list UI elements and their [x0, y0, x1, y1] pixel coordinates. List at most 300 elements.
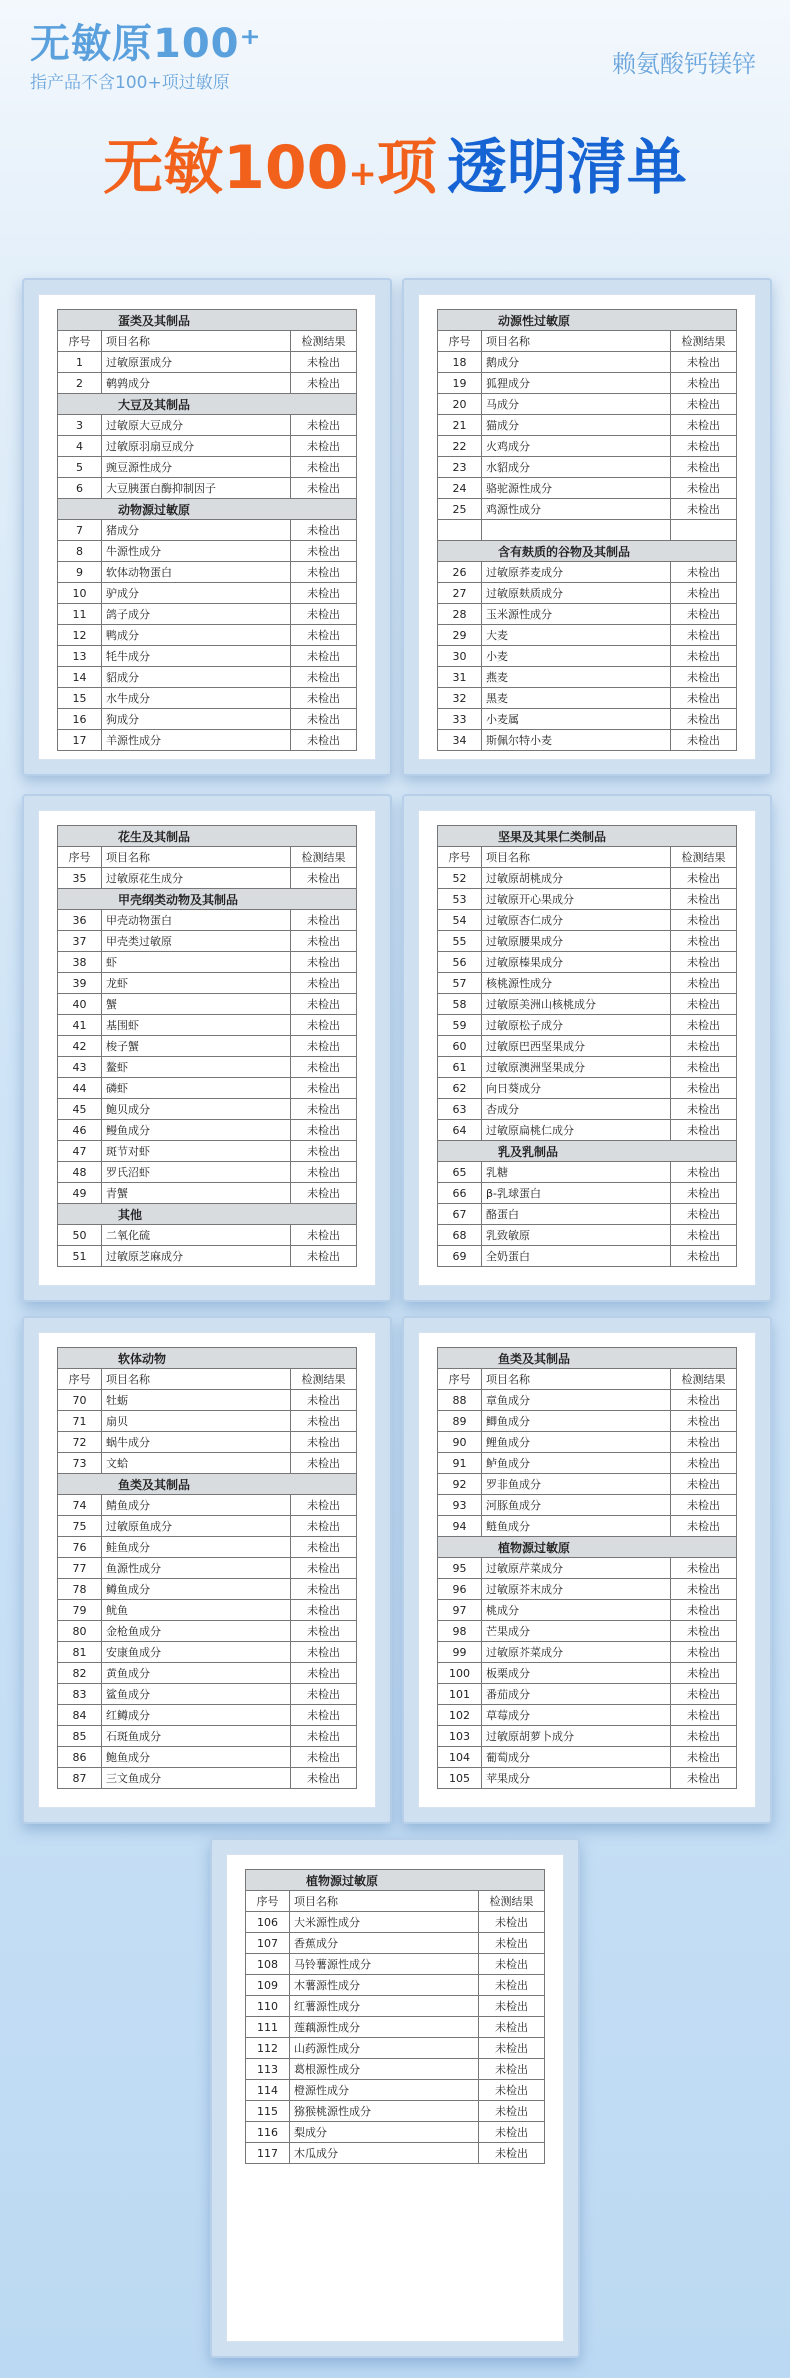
item-name: 大麦 — [482, 625, 671, 646]
headline-plus: + — [348, 154, 377, 194]
table-row — [438, 1558, 737, 1579]
item-name: 鲨鱼成分 — [102, 1684, 291, 1705]
col-header-name: 项目名称 — [482, 847, 671, 868]
item-name: 鹌鹑成分 — [102, 373, 291, 394]
item-name: 蟹 — [102, 994, 291, 1015]
item-name: β-乳球蛋白 — [482, 1183, 671, 1204]
item-result: 未检出 — [479, 2080, 545, 2101]
item-result: 未检出 — [671, 352, 737, 373]
table-row — [438, 1120, 737, 1141]
item-number: 42 — [58, 1036, 102, 1057]
item-number: 49 — [58, 1183, 102, 1204]
item-result: 未检出 — [671, 646, 737, 667]
item-number: 68 — [438, 1225, 482, 1246]
allergen-table — [57, 309, 357, 751]
item-number: 95 — [438, 1558, 482, 1579]
item-name: 鲍鱼成分 — [102, 1747, 291, 1768]
table-row — [58, 1120, 357, 1141]
item-result: 未检出 — [671, 499, 737, 520]
table-row — [58, 541, 357, 562]
item-name: 鲢鱼成分 — [482, 1516, 671, 1537]
item-name: 猫成分 — [482, 415, 671, 436]
item-result: 未检出 — [671, 415, 737, 436]
table-row — [58, 415, 357, 436]
item-number: 70 — [58, 1390, 102, 1411]
item-number: 90 — [438, 1432, 482, 1453]
table-row — [438, 499, 737, 520]
table-row — [438, 478, 737, 499]
allergen-card — [22, 278, 392, 776]
item-result: 未检出 — [671, 868, 737, 889]
item-name: 骆驼源性成分 — [482, 478, 671, 499]
item-number: 107 — [246, 1933, 290, 1954]
item-name: 过敏原松子成分 — [482, 1015, 671, 1036]
section-title: 花生及其制品 — [58, 826, 357, 847]
allergen-card — [402, 794, 772, 1302]
item-name: 鲑鱼成分 — [102, 1537, 291, 1558]
item-result: 未检出 — [291, 709, 357, 730]
item-number: 27 — [438, 583, 482, 604]
item-name: 过敏原开心果成分 — [482, 889, 671, 910]
item-name: 斯佩尔特小麦 — [482, 730, 671, 751]
item-number: 52 — [438, 868, 482, 889]
table-row — [58, 562, 357, 583]
item-number: 2 — [58, 373, 102, 394]
item-result: 未检出 — [479, 1996, 545, 2017]
item-name: 过敏原胡桃成分 — [482, 868, 671, 889]
item-name: 马铃薯源性成分 — [290, 1954, 479, 1975]
allergen-card — [210, 1838, 580, 2358]
allergen-table — [437, 309, 737, 751]
col-header-no: 序号 — [438, 847, 482, 868]
section-title: 含有麸质的谷物及其制品 — [438, 541, 737, 562]
item-number: 100 — [438, 1663, 482, 1684]
item-number: 113 — [246, 2059, 290, 2080]
item-number: 28 — [438, 604, 482, 625]
item-name: 过敏原美洲山核桃成分 — [482, 994, 671, 1015]
item-name: 香蕉成分 — [290, 1933, 479, 1954]
item-name: 鸽子成分 — [102, 604, 291, 625]
item-name: 过敏原鱼成分 — [102, 1516, 291, 1537]
section-title: 动源性过敏原 — [438, 310, 737, 331]
item-number: 16 — [58, 709, 102, 730]
table-row — [438, 436, 737, 457]
item-number: 45 — [58, 1099, 102, 1120]
item-result: 未检出 — [671, 1390, 737, 1411]
table-row — [246, 1954, 545, 1975]
table-row — [438, 1579, 737, 1600]
item-result: 未检出 — [291, 352, 357, 373]
item-number: 9 — [58, 562, 102, 583]
item-result: 未检出 — [671, 373, 737, 394]
table-row — [438, 994, 737, 1015]
item-result: 未检出 — [479, 1933, 545, 1954]
item-name: 水牛成分 — [102, 688, 291, 709]
item-number: 117 — [246, 2143, 290, 2164]
section-header-row — [438, 1141, 737, 1162]
item-result: 未检出 — [671, 625, 737, 646]
table-row — [58, 1183, 357, 1204]
table-row — [438, 1474, 737, 1495]
item-number: 61 — [438, 1057, 482, 1078]
section-header-row — [438, 1537, 737, 1558]
table-row — [58, 868, 357, 889]
table-row — [438, 868, 737, 889]
item-number: 24 — [438, 478, 482, 499]
item-result: 未检出 — [291, 1141, 357, 1162]
item-name: 水貂成分 — [482, 457, 671, 478]
table-row — [58, 1642, 357, 1663]
item-result: 未检出 — [671, 1057, 737, 1078]
item-name: 过敏原大豆成分 — [102, 415, 291, 436]
col-header-no: 序号 — [58, 331, 102, 352]
item-result: 未检出 — [291, 1558, 357, 1579]
item-result: 未检出 — [671, 1558, 737, 1579]
item-number: 97 — [438, 1600, 482, 1621]
item-number: 33 — [438, 709, 482, 730]
item-result: 未检出 — [671, 1120, 737, 1141]
item-number: 18 — [438, 352, 482, 373]
item-name: 木瓜成分 — [290, 2143, 479, 2164]
item-result: 未检出 — [671, 1162, 737, 1183]
item-name: 山药源性成分 — [290, 2038, 479, 2059]
item-number: 71 — [58, 1411, 102, 1432]
table-row — [58, 520, 357, 541]
item-name: 板栗成分 — [482, 1663, 671, 1684]
brand-subtitle: 指产品不含100+项过敏原 — [30, 73, 230, 93]
item-result: 未检出 — [291, 1246, 357, 1267]
item-name: 猕猴桃源性成分 — [290, 2101, 479, 2122]
item-name: 过敏原羽扇豆成分 — [102, 436, 291, 457]
item-number: 86 — [58, 1747, 102, 1768]
table-row — [246, 1996, 545, 2017]
item-name: 橙源性成分 — [290, 2080, 479, 2101]
item-result: 未检出 — [291, 688, 357, 709]
section-title: 鱼类及其制品 — [58, 1474, 357, 1495]
column-header-row — [58, 847, 357, 868]
section-title: 其他 — [58, 1204, 357, 1225]
table-row — [246, 2143, 545, 2164]
item-result: 未检出 — [291, 1015, 357, 1036]
item-name: 桃成分 — [482, 1600, 671, 1621]
table-row — [438, 394, 737, 415]
item-name: 葛根源性成分 — [290, 2059, 479, 2080]
item-result: 未检出 — [291, 973, 357, 994]
item-name: 鲭鱼成分 — [102, 1495, 291, 1516]
column-header-row — [246, 1891, 545, 1912]
col-header-result: 检测结果 — [671, 847, 737, 868]
col-header-name: 项目名称 — [102, 1369, 291, 1390]
item-name: 牛源性成分 — [102, 541, 291, 562]
item-number: 69 — [438, 1246, 482, 1267]
item-number: 5 — [58, 457, 102, 478]
col-header-name: 项目名称 — [102, 331, 291, 352]
item-number: 53 — [438, 889, 482, 910]
table-row — [58, 583, 357, 604]
item-name: 红薯源性成分 — [290, 1996, 479, 2017]
item-number: 85 — [58, 1726, 102, 1747]
item-number: 99 — [438, 1642, 482, 1663]
table-row — [58, 1225, 357, 1246]
item-number: 104 — [438, 1747, 482, 1768]
allergen-table — [437, 1347, 737, 1789]
item-number: 22 — [438, 436, 482, 457]
col-header-result: 检测结果 — [291, 847, 357, 868]
item-name: 貂成分 — [102, 667, 291, 688]
item-name: 狗成分 — [102, 709, 291, 730]
item-name: 过敏原花生成分 — [102, 868, 291, 889]
item-number: 38 — [58, 952, 102, 973]
table-row — [58, 625, 357, 646]
item-number: 55 — [438, 931, 482, 952]
item-result: 未检出 — [291, 1120, 357, 1141]
item-result: 未检出 — [479, 2059, 545, 2080]
item-name: 鲫鱼成分 — [482, 1411, 671, 1432]
item-result: 未检出 — [671, 1246, 737, 1267]
table-row — [438, 1099, 737, 1120]
section-header-row — [58, 889, 357, 910]
table-row — [58, 1768, 357, 1789]
item-name: 红鳟成分 — [102, 1705, 291, 1726]
item-result: 未检出 — [291, 625, 357, 646]
item-name: 鲈鱼成分 — [482, 1453, 671, 1474]
table-row — [58, 1537, 357, 1558]
item-name: 驴成分 — [102, 583, 291, 604]
section-header-row — [58, 1474, 357, 1495]
item-result: 未检出 — [671, 1600, 737, 1621]
column-header-row — [438, 847, 737, 868]
item-result: 未检出 — [291, 1036, 357, 1057]
item-number: 108 — [246, 1954, 290, 1975]
table-row — [438, 730, 737, 751]
table-row — [438, 931, 737, 952]
section-title: 大豆及其制品 — [58, 394, 357, 415]
item-result: 未检出 — [291, 1747, 357, 1768]
item-number: 114 — [246, 2080, 290, 2101]
item-result: 未检出 — [291, 910, 357, 931]
table-row — [438, 1036, 737, 1057]
item-name: 小麦属 — [482, 709, 671, 730]
item-number: 111 — [246, 2017, 290, 2038]
item-result: 未检出 — [291, 1495, 357, 1516]
item-number: 89 — [438, 1411, 482, 1432]
allergen-table — [437, 825, 737, 1267]
item-result: 未检出 — [671, 1474, 737, 1495]
item-name: 向日葵成分 — [482, 1078, 671, 1099]
item-result: 未检出 — [671, 1432, 737, 1453]
item-name: 猪成分 — [102, 520, 291, 541]
item-number: 34 — [438, 730, 482, 751]
item-name: 乳糖 — [482, 1162, 671, 1183]
item-result: 未检出 — [291, 952, 357, 973]
table-row — [246, 2101, 545, 2122]
table-row — [438, 1057, 737, 1078]
table-row — [58, 478, 357, 499]
item-name: 狐狸成分 — [482, 373, 671, 394]
section-header-row — [438, 541, 737, 562]
table-row — [58, 667, 357, 688]
table-row — [58, 457, 357, 478]
item-number: 79 — [58, 1600, 102, 1621]
item-result: 未检出 — [291, 1162, 357, 1183]
item-number: 80 — [58, 1621, 102, 1642]
item-name: 玉米源性成分 — [482, 604, 671, 625]
item-name: 过敏原榛果成分 — [482, 952, 671, 973]
item-name: 过敏原扁桃仁成分 — [482, 1120, 671, 1141]
item-number: 3 — [58, 415, 102, 436]
table-row — [58, 1579, 357, 1600]
item-result: 未检出 — [671, 1204, 737, 1225]
item-number: 66 — [438, 1183, 482, 1204]
item-result: 未检出 — [671, 973, 737, 994]
item-result: 未检出 — [671, 604, 737, 625]
item-number: 88 — [438, 1390, 482, 1411]
item-name: 核桃源性成分 — [482, 973, 671, 994]
item-result: 未检出 — [671, 994, 737, 1015]
allergen-card — [22, 1316, 392, 1824]
item-number: 47 — [58, 1141, 102, 1162]
item-name: 河豚鱼成分 — [482, 1495, 671, 1516]
item-name: 羊源性成分 — [102, 730, 291, 751]
table-row — [58, 1141, 357, 1162]
item-number: 15 — [58, 688, 102, 709]
item-number: 39 — [58, 973, 102, 994]
table-row — [438, 1747, 737, 1768]
item-number: 73 — [58, 1453, 102, 1474]
item-result: 未检出 — [291, 730, 357, 751]
item-number: 82 — [58, 1663, 102, 1684]
item-number: 60 — [438, 1036, 482, 1057]
item-result: 未检出 — [671, 1225, 737, 1246]
item-number: 115 — [246, 2101, 290, 2122]
table-row — [246, 2122, 545, 2143]
section-header-row — [438, 310, 737, 331]
item-result: 未检出 — [671, 1747, 737, 1768]
table-row — [438, 1684, 737, 1705]
item-number: 31 — [438, 667, 482, 688]
item-name: 乳致敏原 — [482, 1225, 671, 1246]
item-result: 未检出 — [671, 910, 737, 931]
item-result — [671, 520, 737, 541]
item-result: 未检出 — [479, 1954, 545, 1975]
col-header-no: 序号 — [58, 847, 102, 868]
item-result: 未检出 — [671, 1099, 737, 1120]
table-row — [438, 688, 737, 709]
table-row — [438, 1015, 737, 1036]
item-name: 牡蛎 — [102, 1390, 291, 1411]
item-result: 未检出 — [671, 1411, 737, 1432]
allergen-card — [22, 794, 392, 1302]
section-header-row — [58, 1348, 357, 1369]
allergen-card — [402, 278, 772, 776]
item-result: 未检出 — [479, 2101, 545, 2122]
item-number: 76 — [58, 1537, 102, 1558]
table-row — [58, 1516, 357, 1537]
item-name: 过敏原蛋成分 — [102, 352, 291, 373]
item-name: 苹果成分 — [482, 1768, 671, 1789]
table-row — [58, 910, 357, 931]
item-name: 木薯源性成分 — [290, 1975, 479, 1996]
table-row — [58, 1726, 357, 1747]
table-row — [58, 1162, 357, 1183]
table-row — [246, 1933, 545, 1954]
section-header-row — [438, 826, 737, 847]
table-row — [58, 1411, 357, 1432]
item-number: 84 — [58, 1705, 102, 1726]
item-number: 1 — [58, 352, 102, 373]
table-row — [58, 1495, 357, 1516]
item-result: 未检出 — [671, 952, 737, 973]
col-header-result: 检测结果 — [291, 331, 357, 352]
item-name: 过敏原腰果成分 — [482, 931, 671, 952]
table-row — [438, 973, 737, 994]
table-row — [438, 625, 737, 646]
item-number: 50 — [58, 1225, 102, 1246]
item-name: 鲍贝成分 — [102, 1099, 291, 1120]
item-result: 未检出 — [291, 604, 357, 625]
table-row — [438, 1225, 737, 1246]
item-result: 未检出 — [671, 583, 737, 604]
item-number: 101 — [438, 1684, 482, 1705]
table-row — [438, 604, 737, 625]
column-header-row — [438, 331, 737, 352]
table-row — [246, 2059, 545, 2080]
item-result: 未检出 — [291, 541, 357, 562]
table-row — [438, 352, 737, 373]
table-row — [58, 1684, 357, 1705]
item-number: 19 — [438, 373, 482, 394]
table-row — [58, 994, 357, 1015]
item-number: 65 — [438, 1162, 482, 1183]
col-header-no: 序号 — [246, 1891, 290, 1912]
item-number: 44 — [58, 1078, 102, 1099]
item-name: 芒果成分 — [482, 1621, 671, 1642]
section-title: 鱼类及其制品 — [438, 1348, 737, 1369]
item-name: 大米源性成分 — [290, 1912, 479, 1933]
item-number: 6 — [58, 478, 102, 499]
item-name: 安康鱼成分 — [102, 1642, 291, 1663]
item-name: 过敏原芥末成分 — [482, 1579, 671, 1600]
col-header-result: 检测结果 — [291, 1369, 357, 1390]
item-name: 鱼源性成分 — [102, 1558, 291, 1579]
item-result: 未检出 — [671, 1705, 737, 1726]
table-row — [58, 973, 357, 994]
item-name: 豌豆源性成分 — [102, 457, 291, 478]
item-result: 未检出 — [671, 931, 737, 952]
item-name: 基围虾 — [102, 1015, 291, 1036]
item-name: 过敏原芝麻成分 — [102, 1246, 291, 1267]
item-result: 未检出 — [671, 667, 737, 688]
section-title: 甲壳纲类动物及其制品 — [58, 889, 357, 910]
page-headline — [0, 128, 790, 208]
item-result: 未检出 — [479, 2143, 545, 2164]
item-result: 未检出 — [291, 457, 357, 478]
item-result: 未检出 — [291, 646, 357, 667]
section-title: 软体动物 — [58, 1348, 357, 1369]
item-number: 63 — [438, 1099, 482, 1120]
item-number: 57 — [438, 973, 482, 994]
item-result: 未检出 — [671, 709, 737, 730]
item-number: 67 — [438, 1204, 482, 1225]
item-result: 未检出 — [291, 931, 357, 952]
item-name: 石斑鱼成分 — [102, 1726, 291, 1747]
section-header-row — [58, 826, 357, 847]
item-result: 未检出 — [291, 478, 357, 499]
table-row — [438, 1432, 737, 1453]
item-name: 章鱼成分 — [482, 1390, 671, 1411]
item-number: 106 — [246, 1912, 290, 1933]
item-name: 过敏原澳洲坚果成分 — [482, 1057, 671, 1078]
